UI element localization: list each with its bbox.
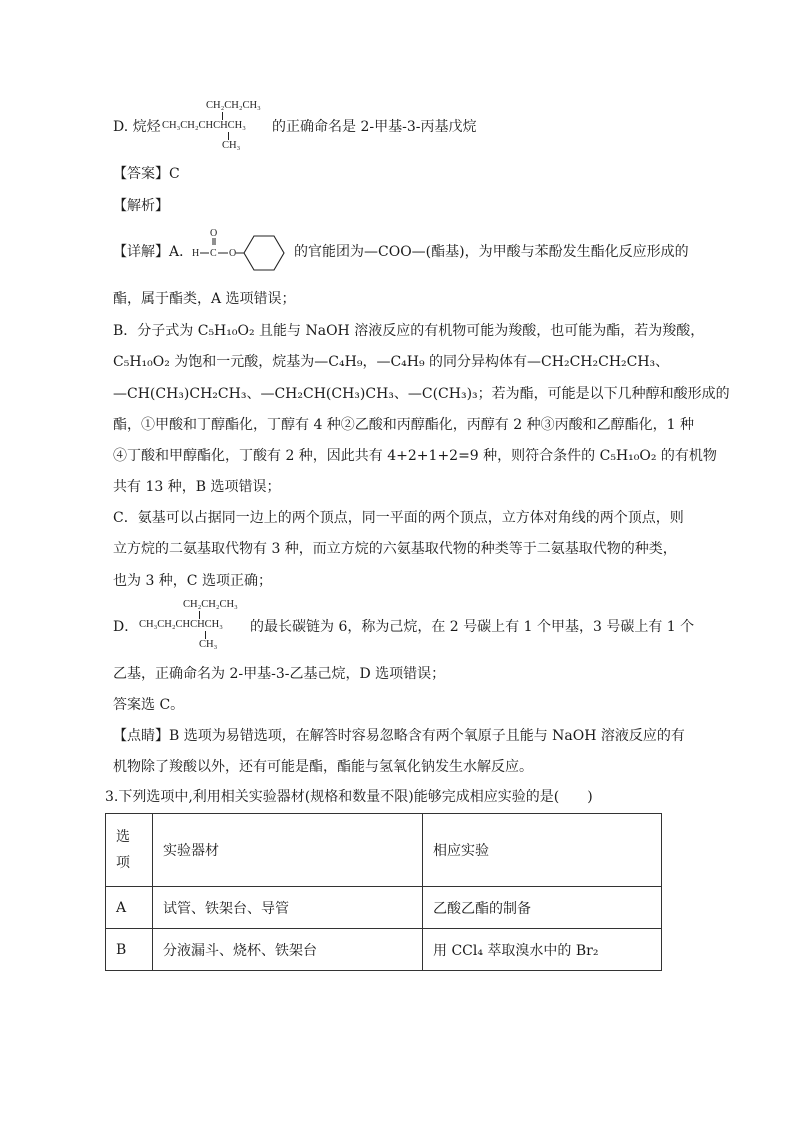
struct-bond-up (199, 611, 200, 619)
b-line: ④丁酸和甲醇酯化，丁酸有 2 种，因此共有 4+2+1+2=9 种，则符合条件的 C₅H₁₀O₂ 的有机物 (113, 448, 717, 464)
comment-line-1 (113, 726, 685, 746)
struct-bottom: CH₃ (222, 140, 241, 151)
comment-text-1: B 选项为易错选项，在解答时容易忽略含有两个氧原子且能与 NaOH 溶液反应的有 (169, 728, 685, 744)
part-d-suffix: 的正确命名是 2-甲基-3-丙基戊烷 (272, 119, 477, 135)
header-option: 选 项 (106, 814, 153, 887)
row-equipment: 分液漏斗、烧杯、铁架台 (153, 929, 423, 971)
ester-c: C (210, 248, 217, 259)
b-line: B．分子式为 C₅H₁₀O₂ 且能与 NaOH 溶液反应的有机物可能为羧酸，也可能为酯，若为羧酸， (113, 323, 705, 339)
struct-mid: CH₃CH₂CHCHCH₃ (139, 619, 223, 630)
ester-h: H (192, 248, 200, 259)
struct-bond-down (205, 631, 206, 639)
comment-tag: 【点睛】 (113, 728, 169, 744)
table-header-row (106, 814, 662, 887)
answer-tag: 【答案】 (113, 166, 169, 182)
b-line: —CH(CH₃)CH₂CH₃、—CH₂CH(CH₃)CH₃、—C(CH₃)₃；若为酯，可能是以下几种醇和酸形成的 (113, 386, 730, 402)
comment-line-2: 机物除了羧酸以外，还有可能是酯，酯能与氢氧化钠发生水解反应。 (113, 759, 533, 775)
detail-line-1 (113, 242, 193, 262)
a-label: A． (169, 244, 194, 260)
d-line-1-suffix: 的最长碳链为 6，称为己烷，在 2 号碳上有 1 个甲基，3 号碳上有 1 个 (250, 619, 695, 635)
analysis-tag: 【解析】 (113, 198, 169, 214)
struct-bottom: CH₃ (199, 639, 218, 650)
phenyl-formate-structure (192, 226, 292, 276)
row-equipment: 试管、铁架台、导管 (153, 887, 423, 929)
final-answer: 答案选 C。 (113, 697, 185, 713)
struct-mid: CH₃CH₂CHCHCH₃ (162, 120, 246, 131)
row-option: B (106, 929, 153, 971)
c-line: 立方烷的二氨基取代物有 3 种，而立方烷的六氨基取代物的种类等于二氨基取代物的种类， (113, 541, 677, 557)
table-row (106, 887, 662, 929)
detail-line-2: 酯，属于酯类，A 选项错误； (113, 291, 296, 307)
c-line: C．氨基可以占据同一边上的两个顶点，同一平面的两个顶点，立方体对角线的两个顶点，则 (113, 510, 684, 526)
b-line: 酯，①甲酸和丁醇酯化，丁醇有 4 种②乙酸和丙醇酯化，丙醇有 2 种③丙酸和乙醇酯化，1 种 (113, 417, 694, 433)
header-equipment: 实验器材 (153, 814, 423, 887)
b-line: C₅H₁₀O₂ 为饱和一元酸，烷基为—C₄H₉，—C₄H₉ 的同分异构体有—CH₂CH₂CH₂CH₃、 (113, 354, 670, 370)
struct-bond-down (228, 132, 229, 140)
ester-o-right: O (229, 248, 237, 259)
row-experiment: 用 CCl₄ 萃取溴水中的 Br₂ (423, 929, 662, 971)
benzene-ring-icon (244, 236, 284, 270)
d-line-2: 乙基，正确命名为 2-甲基-3-乙基己烷，D 选项错误； (113, 666, 446, 682)
ester-o-top: O (210, 228, 218, 239)
detail-tag: 【详解】 (113, 244, 169, 260)
part-d-line (113, 117, 161, 137)
question-3-table (105, 813, 662, 971)
d-label: D． (113, 619, 139, 635)
question-3-stem: 3.下列选项中,利用相关实验器材(规格和数量不限)能够完成相应实验的是( ) (105, 789, 593, 805)
struct-top: CH₂CH₂CH₃ (206, 100, 261, 111)
detail-line-1-suffix: 的官能团为—COO—(酯基)，为甲酸与苯酚发生酯化反应形成的 (294, 244, 689, 260)
structure-formula-d-analysis (139, 599, 249, 651)
struct-bond-up (222, 112, 223, 120)
part-d-prefix: D. 烷烃 (113, 119, 161, 135)
b-line: 共有 13 种，B 选项错误； (113, 479, 281, 495)
answer-line (113, 164, 180, 184)
table-row (106, 929, 662, 971)
answer-value: C (169, 166, 180, 182)
structure-formula-d-question (162, 100, 272, 152)
c-line: 也为 3 种，C 选项正确； (113, 573, 272, 589)
header-experiment: 相应实验 (423, 814, 662, 887)
row-option: A (106, 887, 153, 929)
struct-top: CH₂CH₂CH₃ (183, 599, 238, 610)
row-experiment: 乙酸乙酯的制备 (423, 887, 662, 929)
